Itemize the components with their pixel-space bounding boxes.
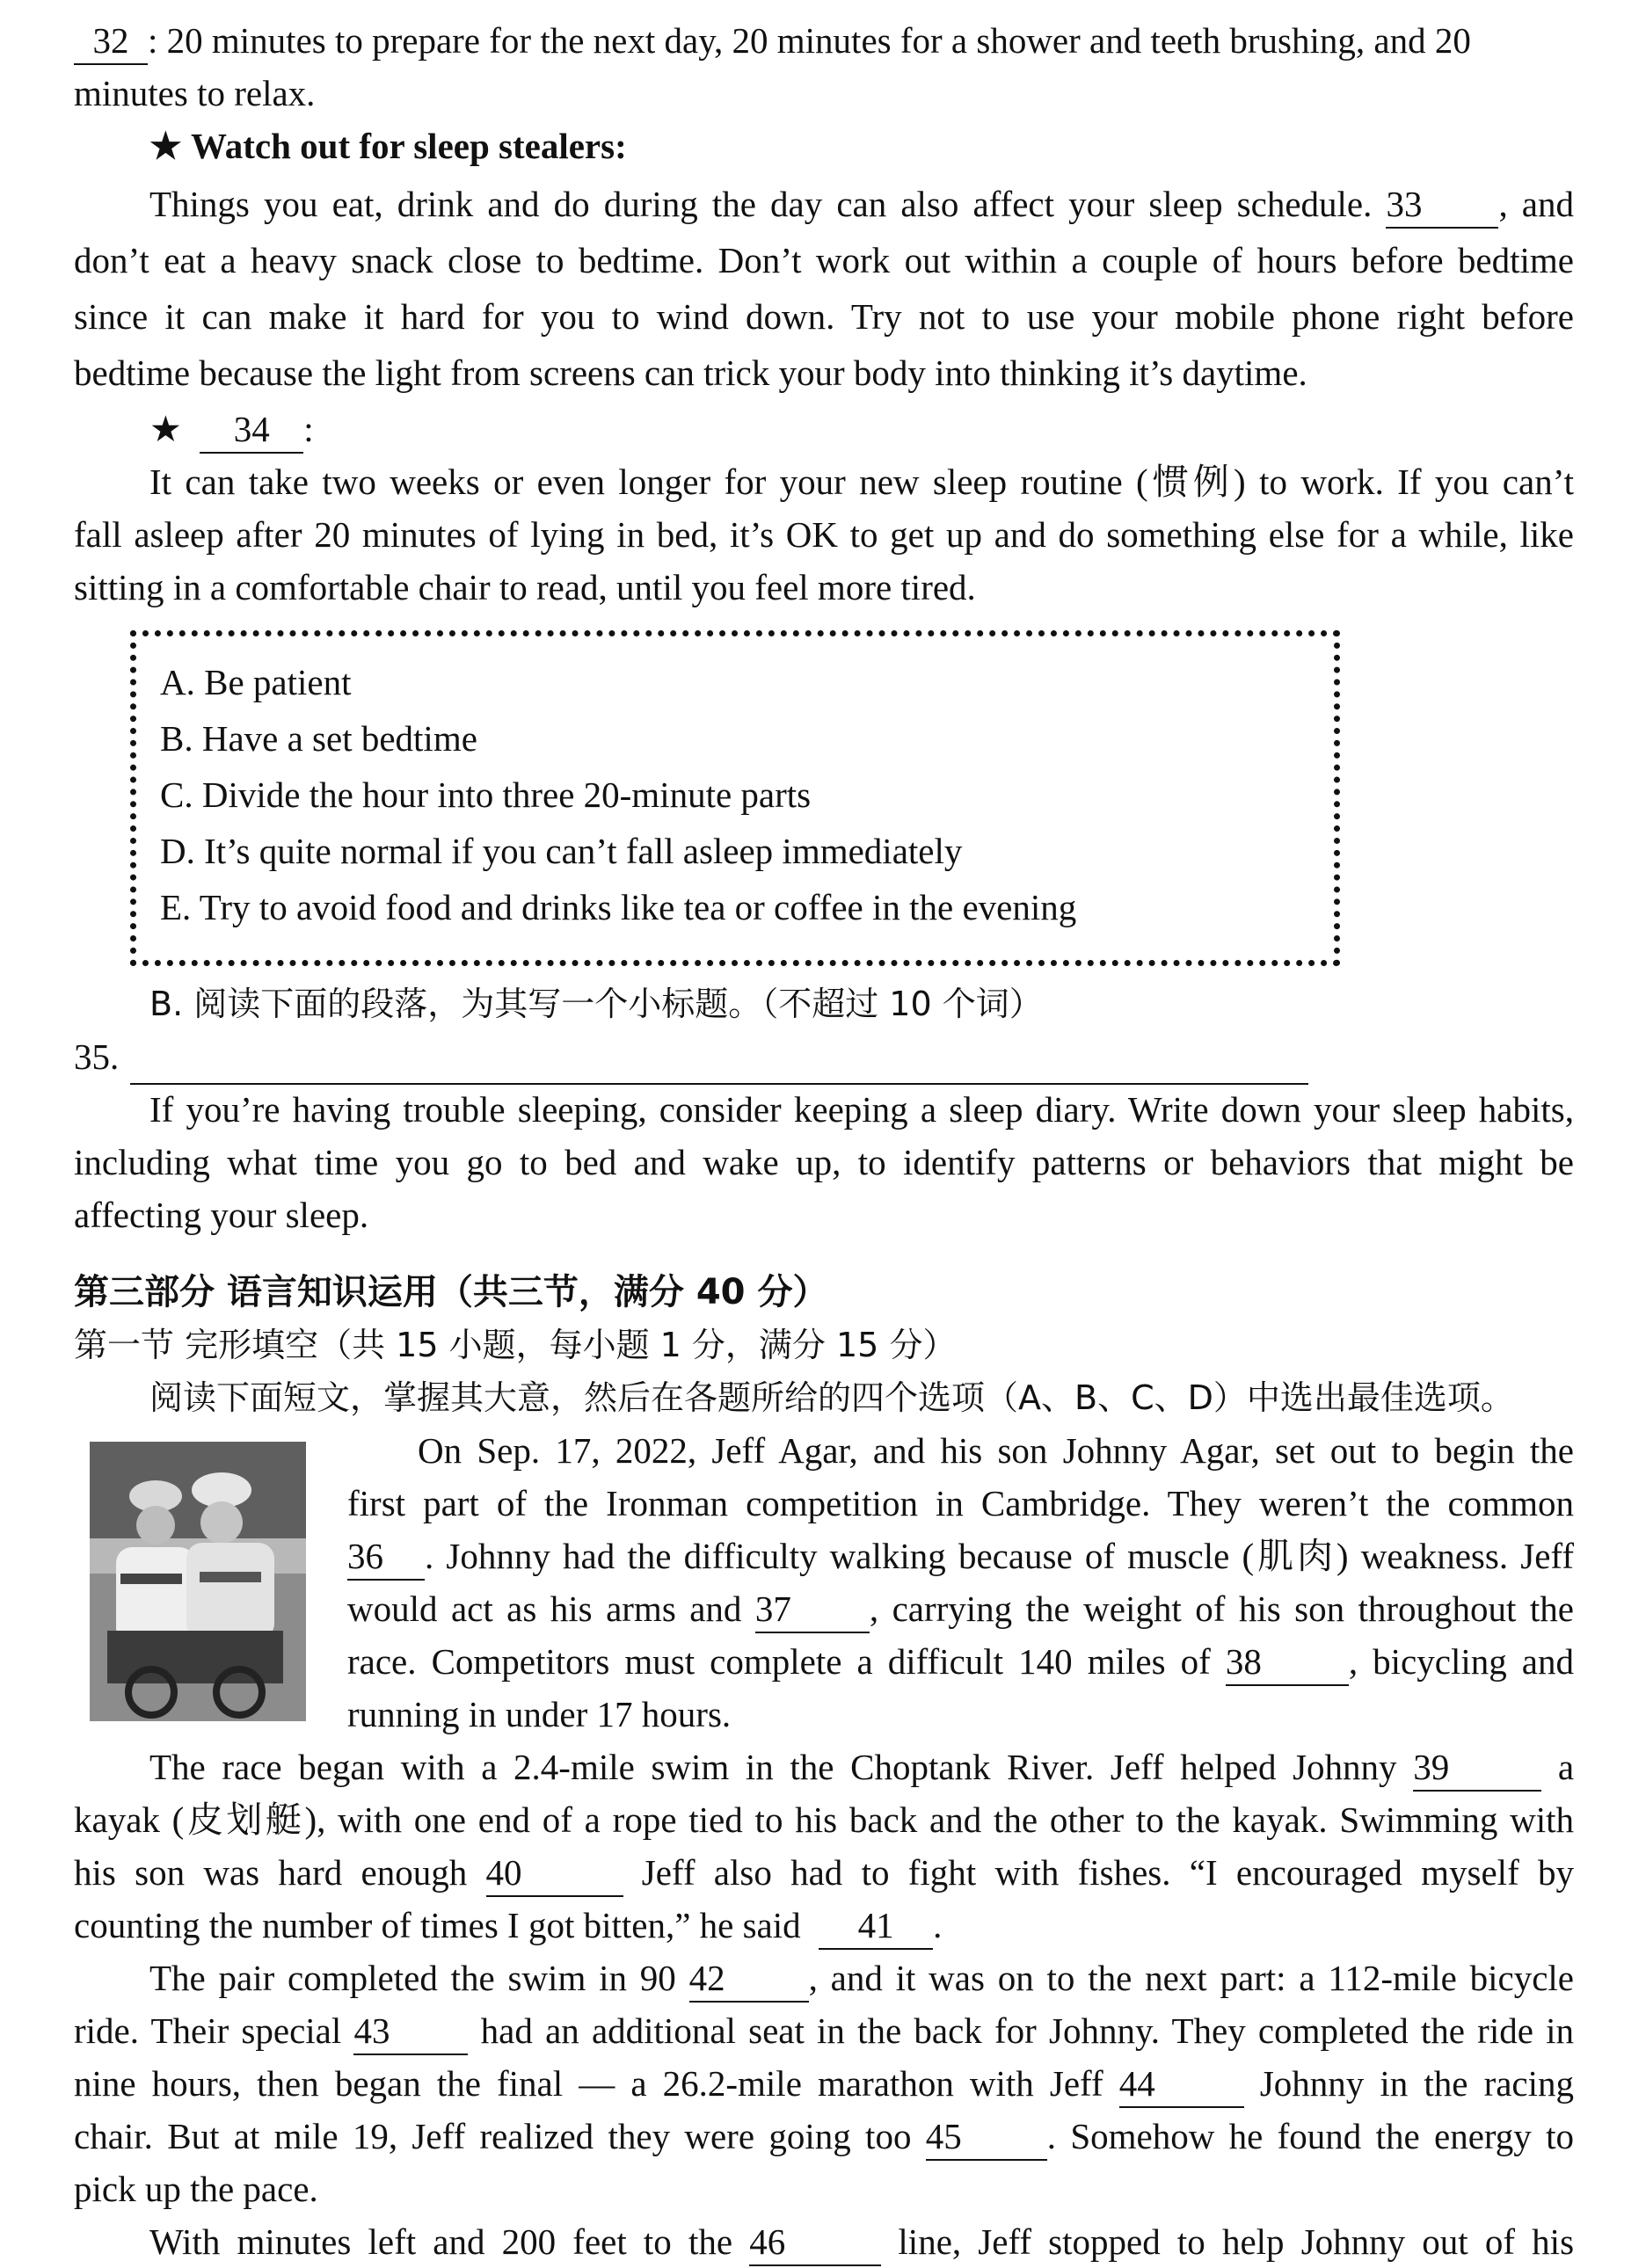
text: , and — [1498, 184, 1575, 224]
text: . Somehow he found the energy to — [1046, 2116, 1575, 2156]
blank-32: 32 — [74, 18, 148, 65]
option-e: E. Try to avoid food and drinks like tea or coffee in the evening — [160, 887, 1077, 927]
para-line: On Sep. 17, 2022, Jeff Agar, and his son Johnny Agar, set out to begin the — [418, 1430, 1574, 1471]
blank-33: 33 — [1386, 181, 1498, 229]
blank-46: 46 — [749, 2219, 881, 2266]
option-a: A. Be patient — [160, 662, 352, 702]
blank-40: 40 — [486, 1850, 623, 1897]
text: had an additional seat in the back for Johnny. They completed the ride in — [480, 2010, 1575, 2051]
para-line: since it can make it hard for you to wind down. Try not to use your mobile phone right before — [74, 296, 1574, 337]
para-line — [74, 1899, 1574, 1952]
text: . — [933, 1905, 943, 1945]
para-line: If you’re having trouble sleeping, consider keeping a sleep diary. Write down your sleep habits, — [149, 1089, 1574, 1130]
tip-34-heading — [149, 403, 1574, 455]
blank-34: 34 — [200, 406, 303, 454]
para-line — [74, 1846, 1574, 1899]
para-line: pick up the pace. — [74, 2169, 318, 2209]
para-line — [149, 2215, 1574, 2268]
para-line: running in under 17 hours. — [347, 1694, 732, 1734]
para-line: first part of the Ironman competition in Cambridge. They weren’t the common — [347, 1483, 1574, 1523]
text: nine hours, then began the final — a 26.2-mile marathon with Jeff — [74, 2063, 1103, 2104]
blank-38: 38 — [1226, 1639, 1349, 1686]
para-line — [347, 1582, 1574, 1635]
star-icon: ★ — [149, 126, 182, 166]
para-line — [149, 1952, 1574, 2004]
para-line — [74, 2110, 1574, 2163]
blank-44: 44 — [1119, 2061, 1244, 2108]
section-b-instruction: B. 阅读下面的段落，为其写一个小标题。（不超过 10 个词） — [149, 985, 1043, 1023]
para-line: bedtime because the light from screens can trick your body into thinking it’s daytime. — [74, 353, 1307, 393]
text: . Johnny had the difficulty walking because of muscle (肌肉) weakness. Jeff — [425, 1536, 1574, 1576]
text: race. Competitors must complete a difficult 140 miles of — [347, 1641, 1211, 1682]
text: With minutes left and 200 feet to the — [149, 2221, 733, 2262]
photo-drawing — [90, 1442, 306, 1721]
text: , carrying the weight of his son throughout the — [869, 1588, 1574, 1629]
text: The race began with a 2.4-mile swim in the Choptank River. Jeff helped Johnny — [149, 1747, 1397, 1787]
text: line, Jeff stopped to help Johnny out of his — [898, 2221, 1575, 2262]
text: counting the number of times I got bitten,” he said — [74, 1905, 801, 1945]
text: chair. But at mile 19, Jeff realized they were going too — [74, 2116, 912, 2156]
blank-45: 45 — [926, 2113, 1047, 2161]
para-line — [149, 178, 1574, 230]
para-line — [149, 1741, 1574, 1793]
para-line — [74, 2057, 1574, 2110]
option-c: C. Divide the hour into three 20-minute parts — [160, 774, 812, 815]
q32-cont: minutes to relax. — [74, 73, 316, 113]
q35-number: 35. — [74, 1036, 120, 1077]
tip-title: Watch out for sleep stealers: — [191, 126, 627, 166]
blank-39: 39 — [1413, 1744, 1541, 1792]
para-line: don’t eat a heavy snack close to bedtime. Don’t work out within a couple of hours before bedtime — [74, 240, 1574, 280]
option-d: D. It’s quite normal if you can’t fall asleep immediately — [160, 831, 963, 871]
part3-subtitle: 第一节 完形填空（共 15 小题，每小题 1 分，满分 15 分） — [74, 1326, 957, 1364]
cyclists-photo — [90, 1442, 306, 1721]
option-b: B. Have a set bedtime — [160, 718, 477, 759]
tip-heading — [149, 120, 1574, 172]
para-line — [74, 2004, 1574, 2057]
para-line: kayak (皮划艇), with one end of a rope tied to his back and the other to the kayak. Swimming with — [74, 1799, 1574, 1840]
blank-36: 36 — [347, 1533, 425, 1581]
para-line: It can take two weeks or even longer for your new sleep routine (惯例) to work. If you can’t — [149, 462, 1574, 502]
star-icon: ★ — [149, 409, 182, 449]
text: The pair completed the swim in 90 — [149, 1958, 676, 1998]
para-line: including what time you go to bed and wake up, to identify patterns or behaviors that might be — [74, 1142, 1574, 1182]
text: ride. Their special — [74, 2010, 342, 2051]
q32-line — [74, 14, 1574, 67]
para-line: affecting your sleep. — [74, 1195, 369, 1235]
blank-42: 42 — [689, 1955, 809, 2003]
text: a — [1557, 1747, 1575, 1787]
part3-title: 第三部分 语言知识运用（共三节，满分 40 分） — [74, 1272, 828, 1312]
text: : — [303, 409, 314, 449]
text: Things you eat, drink and do during the day can also affect your sleep schedule. — [149, 184, 1373, 224]
text: , and it was on to the next part: a 112-mile bicycle — [808, 1958, 1575, 1998]
text: Johnny in the racing — [1259, 2063, 1575, 2104]
blank-37: 37 — [755, 1586, 870, 1633]
para-line: sitting in a comfortable chair to read, until you feel more tired. — [74, 567, 976, 607]
para-line — [347, 1530, 1574, 1582]
blank-43: 43 — [353, 2008, 468, 2055]
blank-41: 41 — [819, 1902, 933, 1950]
part3-instruction: 阅读下面短文，掌握其大意，然后在各题所给的四个选项（A、B、C、D）中选出最佳选项。 — [149, 1378, 1514, 1417]
text: , bicycling and — [1348, 1641, 1574, 1682]
text: his son was hard enough — [74, 1852, 468, 1893]
q32-text: : 20 minutes to prepare for the next day, 20 minutes for a shower and teeth brushing, and 20 — [148, 20, 1471, 61]
text: would act as his arms and — [347, 1588, 742, 1629]
text: Jeff also had to fight with fishes. “I encouraged myself by — [641, 1852, 1575, 1893]
para-line: fall asleep after 20 minutes of lying in bed, it’s OK to get up and do something else for a while, like — [74, 514, 1574, 555]
para-line — [347, 1635, 1574, 1688]
